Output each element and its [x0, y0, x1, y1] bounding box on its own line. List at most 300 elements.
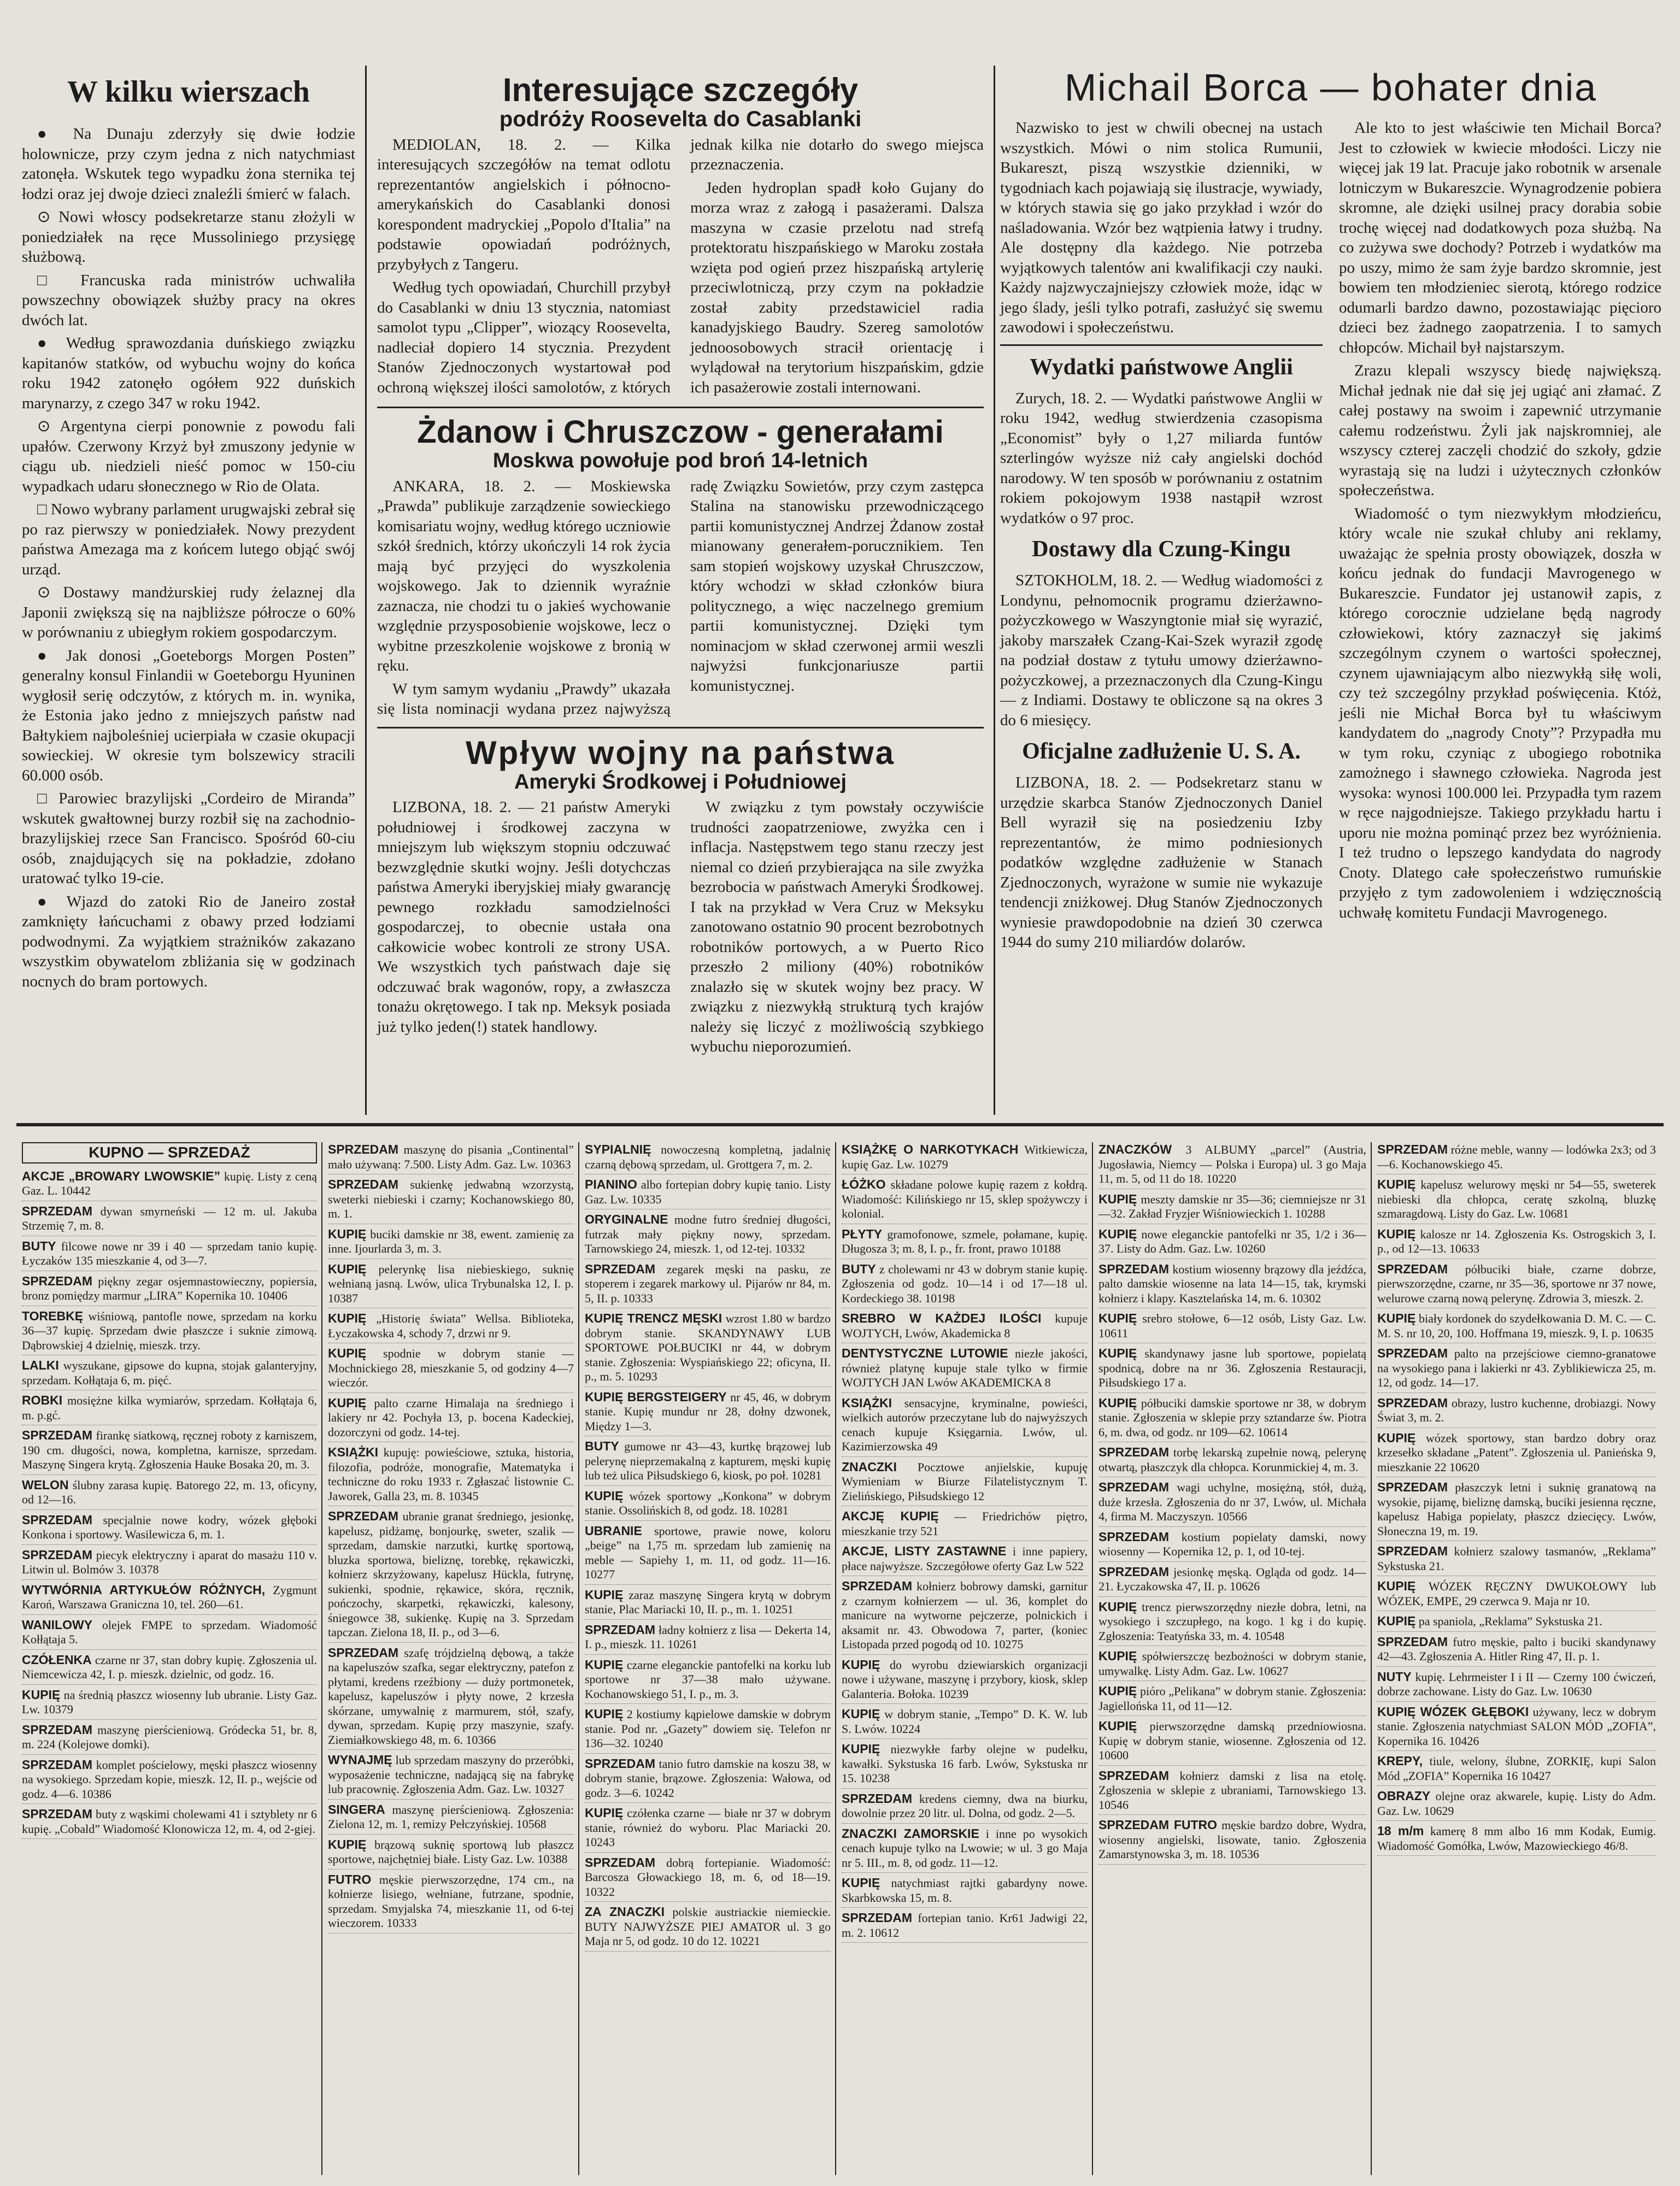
classified-ad — [1377, 1262, 1656, 1309]
ad-text: komplet pościelowy, męski płaszcz wiosenny na wysokiego. Sprzedam kopie, mieszk. 12, II. p., wejście od godz. 4—6. 10386 — [22, 1758, 317, 1801]
col-middle — [377, 71, 984, 1057]
classified-ad — [1099, 1719, 1366, 1766]
article-paragraph: ANKARA, 18. 2. — Moskiewska „Prawda” publikuje zarządzenie sowieckiego komisariatu wojny, według którego uczniowie szkół średnich, którzy ukończyli 14 rok życia mają być przyjęci do wyszkolenia wojskowego. Jak to dziennik wyraźnie zaznacza, nie chodzi tu o jakieś wychowanie względnie przysposobienie wojskowe, lecz o wybitne przeszkolenie wojskowe z bronią w ręku. — [377, 477, 671, 674]
ads-list — [1099, 1142, 1366, 1865]
classified-ad — [328, 1227, 574, 1259]
ads-col-6 — [1377, 1142, 1656, 2175]
ad-keyword: SPRZEDAM — [1377, 1142, 1448, 1156]
ad-keyword: ZA ZNACZKI — [585, 1905, 665, 1919]
zdanow-body — [377, 477, 984, 719]
ad-text: płaszczyk letni i suknię granatową na wysokie, pijamę, bieliznę damską, buciki jesienna ręczne, kapelusz Habiga popielaty, płaszcz dziecięcy. Lwów, Słoneczna 19, m. 19. — [1377, 1480, 1656, 1538]
ad-text: gramofonowe, szmele, połamane, kupię. Długosza 3; m. 8, I. p., fr. front, prawo 10188 — [842, 1227, 1088, 1255]
article-paragraph: MEDIOLAN, 18. 2. — Kilka interesujących szczegółów na temat odlotu reprezentantów angielskich i północno-amerykańskich do Casablanki donosi korespondent madryckiej „Popolo d'Italia” na podstawie opowiadań podróżnych, przybyłych z Tangeru. — [377, 136, 671, 273]
classified-ad — [1099, 1227, 1366, 1259]
ad-text: — Friedrichów piętro, mieszkanie trzy 521 — [842, 1509, 1088, 1538]
ad-keyword: SPRZEDAM — [1099, 1564, 1170, 1579]
classified-ad — [1099, 1649, 1366, 1681]
ad-keyword: KUPIĘ — [1377, 1226, 1416, 1241]
ad-text: wyszukane, gipsowe do kupna, stojak galanteryjny, sprzedam. Kołłątaja 6, m. pięć. — [22, 1359, 317, 1387]
column-rule — [994, 66, 995, 1115]
ads-list — [1377, 1142, 1656, 1856]
ad-text: maszynę pierścieniową. Gródecka 51, br. 8, m. 224 (Kolejowe domki). — [22, 1723, 317, 1751]
ad-text: różne meble, wanny — lodówka 2x3; od 3—6. Kochanowskiego 45. — [1377, 1143, 1656, 1171]
classified-ad — [585, 1439, 831, 1486]
ad-keyword: SPRZEDAM — [22, 1757, 93, 1772]
ad-text: gumowe nr 43—43, kurtkę brązowej lub pelerynę nieprzemakalną z kapturem, męski kupię lub też ulica Piłsudskiego 6, kiosk, po poł. 10281 — [585, 1439, 831, 1482]
ad-keyword: KUPIĘ — [328, 1346, 367, 1360]
ad-keyword: ZNACZKI ZAMORSKIE — [842, 1826, 979, 1841]
ad-text: natychmiast rajtki gabardyny nowe. Skarbkowska 15, m. 8. — [842, 1876, 1088, 1905]
ad-keyword: PIANINO — [585, 1177, 637, 1191]
ad-text: kupuje WOJTYCH, Lwów, Akademicka 8 — [842, 1312, 1088, 1340]
classified-ad — [585, 1588, 831, 1620]
zdanow-title: Żdanow i Chruszczow - generałami — [417, 414, 944, 450]
classified-ad — [22, 1723, 317, 1755]
ad-text: polskie austriackie niemieckie. BUTY NAJWYŻSZE PIEJ AMATOR ul. 3 go Maja nr 5, od godz. 10 do 12. 10221 — [585, 1905, 831, 1948]
ad-keyword: SYPIALNIĘ — [585, 1142, 651, 1156]
ad-keyword: SPRZEDAM — [1377, 1261, 1448, 1276]
classified-ad — [1377, 1670, 1656, 1702]
ad-text: czarne nr 37, stan dobry kupię. Zgłoszenia ul. Niemcewicza 42, I. p. mieszk. dzielnic, od godz. 16. — [22, 1653, 317, 1681]
classified-ad — [1099, 1565, 1366, 1597]
ad-text: niezłe jakości, również platynę kupuje stale tylko w firmie WOJTYCH JAN Lwów AKADEMICKA 8 — [842, 1347, 1088, 1389]
classified-ad — [842, 1544, 1088, 1576]
classified-ad — [1099, 1396, 1366, 1443]
ad-text: czółenka czarne — białe nr 37 w dobrym stanie, również do wyboru. Plac Mariacki 20. 10243 — [585, 1806, 831, 1849]
ad-text: niezwykłe farby olejne w pudełku, kawałki. Sykstuska 16 farb. Lwów, Sykstuska nr 15. 10238 — [842, 1742, 1088, 1785]
ad-keyword: KUPIĘ — [842, 1876, 880, 1890]
ad-keyword: SPRZEDAM — [1099, 1261, 1170, 1276]
ad-keyword: KUPIĘ — [1099, 1226, 1137, 1241]
ad-text: kupię. Lehrmeister I i II — Czerny 100 ćwiczeń, dobrze zachowane. Listy do Gaz. Lw. 10630 — [1377, 1670, 1656, 1698]
classified-ad — [842, 1826, 1088, 1873]
classified-ad — [585, 1756, 831, 1803]
classified-ad — [1377, 1544, 1656, 1576]
ad-text: olejne oraz akwarele, kupię. Listy do Adm. Gaz. Lw. 10629 — [1377, 1789, 1656, 1818]
article-paragraph: LIZBONA, 18. 2. — 21 państw Ameryki południowej i środkowej zaczyna w mniejszym lub większym stopniu odczuwać bezwzględnie skutki wojny. Jeśli dotychczas państwa Ameryki iberyjskiej miały gwarancję pewnego rozkładu samodzielności gospodarczej, to obecnie ustała ona całkowicie wobec kontroli ze strony USA. We wszystkich tych państwach daje się odczuwać brak wagonów, ropy, a zwłaszcza tonażu okrętowego. I tak np. Meksyk posiada już tylko jeden(!) statek handlowy. — [377, 798, 671, 1036]
short-news-item: ● Wjazd do zatoki Rio de Janeiro został zamknięty łańcuchami z obawy przed łodziami podwodnymi. Za wyjątkiem strażników zakazano wszystkim obywatelom zbliżania się w godzinach nocnych do bram portowych. — [22, 892, 355, 990]
ad-text: WÓZEK RĘCZNY DWUKOŁOWY lub WÓZEK, EMPE, 29 czerwca 9. Maja nr 10. — [1377, 1579, 1656, 1608]
ad-text: używany, lecz w dobrym stanie. Zgłoszenia natychmiast SALON MÓD „ZOFIA”, Kopernika 16. 10426 — [1377, 1705, 1656, 1748]
ad-keyword: SPRZEDAM — [22, 1547, 93, 1562]
ad-text: ubranie granat średniego, jesionkę, kapelusz, pidżamę, bonjourkę, sweter, szalik — sprzedam, damskie narzutki, kurtkę sportową, bluzka sportowa, bieliznę, torebkę, rękawiczki, kołnierz skrzyżowany, kapelusz Hückla, futrynę, sukienki, spodnie, rękawice, skóra, ręcznik, pończochy, skarpetki, rękawiczki, kalesony, śniegowce 38, sukienkę. Kupię na 3. Sprzedam tapczan. Zielona 18, II. p., od 3—6. — [328, 1509, 574, 1639]
classified-ad — [328, 1311, 574, 1343]
ad-keyword: SINGERA — [328, 1802, 385, 1817]
wydatki-title: Wydatki państwowe Anglii — [1030, 354, 1293, 380]
article-paragraph: Zurych, 18. 2. — Wydatki państwowe Anglii w roku 1942, według stwierdzenia czasopisma „Economist” były o 1,27 miliarda funtów szterlingów wyższe niż cały angielski dochód narodowy. W ten sposób w porównaniu z ostatnim rokiem pokojowym 1938 nastąpił wzrost wydatków o 97 proc. — [1000, 389, 1323, 527]
ad-text: piecyk elektryczny i aparat do masażu 110 v. Litwin ul. Bolmów 3. 10378 — [22, 1548, 317, 1576]
ad-text: firankę siatkową, ręcznej roboty z karniszem, 190 cm. długości, nowa, kompletna, karnisze, sprzedam. Maszynę Singera krytą. Zgłoszenia Hauke Bosaka 20, m. 3. — [22, 1429, 317, 1471]
ad-keyword: KREPY, — [1377, 1754, 1423, 1768]
classified-ad — [22, 1758, 317, 1805]
article-paragraph: W tym samym wydaniu „Prawdy” ukazała się lista nominacji wydana przez najwyższą radę Związku Sowietów, przy czym zastępca Stalina na stanowisku przewodniczącego partii komunistycznej Andrzej Żdanow został mianowany generałem-porucznikiem. Ten sam stopień wojskowy uzyskał Chruszczow, który wchodzi w skład członków biura politycznego, a więc naczelnego gremium partii komunistycznej. Dzięki tym nominacjom w skład czerwonej armii weszli najwyżsi funkcjonariusze partii komunistycznej. — [377, 477, 984, 718]
ad-keyword: SPRZEDAM — [1377, 1480, 1448, 1494]
column-rule — [1371, 1142, 1372, 2175]
classified-ad — [585, 1806, 831, 1853]
classified-ad — [1099, 1142, 1366, 1189]
short-news-item: ⊙ Dostawy mandżurskiej rudy żelaznej dla Japonii zwiększą się na najbliższe półrocze o 60% w porównaniu z ubiegłym rokiem gospodarczym. — [22, 584, 355, 641]
ad-keyword: TOREBKĘ — [22, 1308, 84, 1323]
ads-col-2 — [328, 1142, 574, 2175]
classified-ad — [1377, 1177, 1656, 1224]
ad-text: spółwierszczę bezbożności w dobrym stanie, umywalkę. Listy Adm. Gaz. Lw. 10627 — [1099, 1649, 1366, 1678]
column-rule — [835, 1142, 836, 2175]
classified-ad — [585, 1390, 831, 1437]
ad-keyword: WELON — [22, 1477, 69, 1492]
article-paragraph: LIZBONA, 18. 2. — Podsekretarz stanu w urzędzie skarbca Stanów Zjednoczonych Daniel Bell wyraził się na posiedzeniu Izby reprezentantów, że mimo podniesionych podatków względne zadłużenie w Stanach Zjednoczonych, wyrażone w sumie nie wykazuje tendencji zniżkowej. Dług Stanów Zjednoczonych wyniesie prawdopodobnie na dzień 30 czerwca 1944 do sumy 210 miliardów dolarów. — [1000, 774, 1323, 951]
ad-keyword: SPRZEDAM — [1377, 1346, 1448, 1360]
classified-ad — [328, 1802, 574, 1835]
ad-keyword: ROBKI — [22, 1393, 63, 1407]
classified-ad — [1377, 1311, 1656, 1343]
ad-keyword: KUPIĘ — [842, 1657, 880, 1672]
ad-text: kapelusz welurowy męski nr 54—55, sweterek niebieski dla chłopca, ceratę szkolną, bluzkę szmaragdową. Listy do Gaz. Lw. 10681 — [1377, 1178, 1656, 1220]
ad-keyword: BUTY — [22, 1238, 56, 1253]
ad-keyword: KUPIĘ — [328, 1261, 367, 1276]
classified-ad — [1377, 1227, 1656, 1259]
classified-ad — [1099, 1600, 1366, 1647]
ad-text: i inne po wysokich cenach kupuje tylko na Lwowie; w ul. 3 go Maja nr 5. III., m. 8, od godz. 11—12. — [842, 1826, 1088, 1870]
ads-col-1 — [22, 1142, 317, 2175]
classified-ad — [585, 1142, 831, 1174]
column-rule — [365, 66, 367, 1115]
classified-ad — [22, 1688, 317, 1720]
classified-ad — [22, 1478, 317, 1510]
ad-keyword: SPRZEDAM FUTRO — [1099, 1818, 1218, 1832]
article-paragraph: Ale kto to jest właściwie ten Michail Borca? Jest to człowiek w kwiecie młodości. Liczy nie więcej jak 19 lat. Pracuje jako robotnik w arsenale lotniczym w Bukareszcie. Wynagrodzenie pobiera skromne, ale dzięki usilnej pracy dorabia sobie trochę więcej nad dodatkowych poza służbą. Na co zużywa swe dochody? Potrzeb i wydatków ma po uszy, mimo że sam żyje bardzo skromnie, jest bowiem ten młodzieniec sierotą, którego rodzice odumarli bardzo dawno, pozostawiając pięcioro dzieci bez żadnego zaopatrzenia. I to samych chłopców. Michail był najstarszym. — [1339, 119, 1661, 356]
ad-text: kalosze nr 14. Zgłoszenia Ks. Ostrogskich 3, I. p., od 12—13. 10633 — [1377, 1227, 1656, 1255]
ad-text: pióro „Pelikana” w dobrym stanie. Zgłoszenia: Jagiellońska 11, od 11—12. — [1099, 1684, 1366, 1713]
ad-text: półbuciki damskie sportowe nr 38, w dobrym stanie. Zgłoszenia w sklepie przy sztandarze św. Piotra 6, m. dwa, od godz. nr 109—62. 10614 — [1099, 1396, 1366, 1439]
ad-keyword: SPRZEDAM — [585, 1261, 656, 1276]
classified-ad — [328, 1753, 574, 1800]
classified-ad — [328, 1262, 574, 1309]
ad-keyword: 18 m/m — [1377, 1824, 1424, 1838]
classified-ad — [1099, 1530, 1366, 1562]
col-right — [1000, 66, 1661, 956]
classified-ad — [585, 1905, 831, 1952]
article-paragraph: Zrazu klepali wszyscy biedę największą. Michał jednak nie dał się jej ugiąć ani złamać. Z całej postawy na swoim i zapewnić utrzymanie całemu rodzeństwu. Żyli jak najskromniej, ale wszyscy czterej zaczęli chodzić do szkoły, gdzie wyrastają się na ludzi i użytecznych członków społeczeństwa. — [1339, 362, 1661, 499]
short-news-item: ● Według sprawozdania duńskiego związku kapitanów statków, od wybuchu wojny do końca roku 1942 zatonęło ogółem 922 duńskich marynarzy, z czego 347 w roku 1942. — [22, 334, 355, 412]
classified-ad — [22, 1358, 317, 1390]
ad-keyword: SPRZEDAM — [842, 1579, 913, 1593]
classified-ad — [328, 1396, 574, 1443]
ad-keyword: SPRZEDAM — [585, 1756, 656, 1771]
ad-text: ślubny zarasa kupię. Batorego 22, m. 13, oficyny, od 12—16. — [22, 1478, 317, 1506]
ad-keyword: KUPIĘ — [585, 1657, 624, 1672]
ad-text: kupię. Listy z ceną Gaz. L. 10442 — [22, 1169, 317, 1197]
classified-ad — [842, 1142, 1088, 1174]
ad-text: wiśniową, pantofle nowe, sprzedam na korku 36—37 kupię. Sprzedam dwie płaszcze i suknie zimową. Dąbrowskiej 4 dzielnię, mieszk. trzy. — [22, 1309, 317, 1352]
classified-ad — [328, 1837, 574, 1870]
ad-keyword: FUTRO — [328, 1872, 372, 1887]
classified-ad — [842, 1460, 1088, 1507]
ad-text: palto czarne Himalaja na średniego i lakiery nr 42. Pochyła 13, p. bocena Kadeckiej, dozorczyni od godz. 14-tej. — [328, 1396, 574, 1439]
ad-text: sensacyjne, kryminalne, powieści, wielkich autorów przeczytane lub do najwyższych cenach kupuje Księgarnia. Lwów, ul. Kazimierzowska 49 — [842, 1396, 1088, 1453]
ad-keyword: KUPIĘ — [1099, 1395, 1137, 1410]
ad-keyword: ZNACZKÓW — [1099, 1142, 1172, 1156]
ads-header: KUPNO — SPRZEDAŻ — [22, 1142, 317, 1163]
ad-text: na średnią płaszcz wiosenny lub ubranie. Listy Gaz. Lw. 10379 — [22, 1688, 317, 1716]
ad-text: zaraz maszynę Singera krytą w dobrym stanie, Plac Mariacki 10, II. p., m. 1. 10251 — [585, 1588, 831, 1616]
classified-ad — [842, 1396, 1088, 1457]
ad-keyword: SPRZEDAM — [328, 1509, 399, 1523]
ad-keyword: KUPIĘ — [1099, 1719, 1137, 1733]
ad-keyword: KUPIĘ — [585, 1488, 624, 1503]
ad-text: 3 ALBUMY „parcel” (Austria, Jugosławia, Niemcy — Polska i Europa) ul. 3 go Maja 11, m. 5, od 11 do 18. 10220 — [1099, 1143, 1366, 1185]
ad-text: szafę trójdzielną dębową, a także na kapeluszów szafka, segar elektryczny, patefon z płytami, kredens rzeźbiony — duży portmonetek, kapelusz, kapeluszów i płyty nowe, 2 krzesła skórzane, umywalnię z marmurem, stół, szafy, dywan, sprzedam. Kupię przy maszynie, szafy. Ziemiałkowskiego 48, m. 6. 10366 — [328, 1646, 574, 1747]
ad-text: wzrost 1.80 w bardzo dobrym stanie. SKANDYNAWY LUB SPORTOWE POŁBUCIKI nr 44, w dobrym stanie. Zgłoszenia: Wyspiańskiego 22; oficyna, II. p., m. 5. 10293 — [585, 1312, 831, 1383]
classified-ad — [22, 1169, 317, 1201]
ad-keyword: KUPIĘ — [1099, 1191, 1137, 1206]
ad-text: męskie bardzo dobre, Wydra, wiosenny angielski, lisowate, tanio. Zgłoszenia Zamarstynowska 3, m. 18. 10536 — [1099, 1818, 1366, 1861]
ad-text: dobrą fortepianie. Wiadomość: Barcosza Głowackiego 18, m. 6, od 18—19. 10322 — [585, 1855, 831, 1899]
ad-keyword: SPRZEDAM — [22, 1512, 93, 1527]
ad-keyword: SPRZEDAM — [1377, 1544, 1448, 1558]
borca-right — [1339, 118, 1661, 956]
ad-keyword: SPRZEDAM — [585, 1622, 656, 1637]
section-rule — [16, 1123, 1664, 1126]
ad-text: wagi uchylne, mosiężną, stół, dużą, duże krzesła. Zgłoszenia do nr 37, Lwów, ul. Michała 4, firma M. Maczyszyn. 10566 — [1099, 1480, 1366, 1523]
classified-ad — [842, 1707, 1088, 1739]
ad-keyword: AKCJE „BROWARY LWOWSKIE” — [22, 1168, 221, 1183]
ad-text: spodnie w dobrym stanie — Mochnickiego 28, mieszkanie 5, od godziny 4—7 wieczór. — [328, 1347, 574, 1389]
ad-text: trencz pierwszorzędny niezłe dobra, letni, na wysokiego i szczupłego, na kogo. 1 kg i do kupię. Zgłoszenia: Teatyńska 33, m. 4. 10548 — [1099, 1600, 1366, 1643]
ad-keyword: KUPIĘ — [842, 1707, 880, 1721]
ad-keyword: SPRZEDAM — [22, 1807, 93, 1821]
ad-text: obrazy, lustro kuchenne, drobiazgi. Nowy Świat 3, m. 2. — [1377, 1396, 1656, 1424]
classified-ad — [585, 1311, 831, 1387]
ad-keyword: KUPIĘ — [1099, 1346, 1137, 1360]
classified-ad — [585, 1177, 831, 1209]
short-news-item: ⊙ Argentyna cierpi ponownie z powodu fali upałów. Czerwony Krzyż był zmuszony jedynie w ciągu ub. niedzieli nieść pomoc w 150-ciu wypadkach udaru słonecznego w Rio de Olata. — [22, 418, 355, 495]
ad-text: do wyrobu dziewiarskich organizacji nowe i używane, maszynę i przybory, kiosk, sklep Galanteria. Bołoka. 10239 — [842, 1658, 1088, 1701]
ad-text: kamerę 8 mm albo 16 mm Kodak, Eumig. Wiadomość Gomółka, Lwów, Mazowieckiego 46/8. — [1377, 1824, 1656, 1853]
ad-keyword: KUPIĘ — [1099, 1649, 1137, 1663]
zdanow-subtitle: Moskwa powołuje pod broń 14-letnich — [492, 449, 868, 472]
ad-text: czarne eleganckie pantofelki na korku lub sportowe nr 37—38 mało używane. Kochanowskiego 51, I. p., m. 3. — [585, 1658, 831, 1701]
ad-text: jesionkę męską. Ogląda od godz. 14—21. Łyczakowska 47, II. p. 10626 — [1099, 1565, 1366, 1593]
ad-keyword: SPRZEDAM — [1377, 1395, 1448, 1410]
ad-keyword: SPRZEDAM — [1377, 1634, 1448, 1649]
ad-text: filcowe nowe nr 39 i 40 — sprzedam tanio kupię. Łyczaków 135 mieszkanie 4, od 3—7. — [22, 1239, 317, 1267]
classified-ad — [1377, 1705, 1656, 1752]
borca-title: Michail Borca — bohater dnia — [1064, 66, 1597, 109]
ad-text: palto na przejściowe ciemno-granatowe na wysokiego pana i lakierki nr 43. Zyblikiewicza 25, m. 12, od godz. 14—17. — [1377, 1347, 1656, 1389]
ad-keyword: SPRZEDAM — [22, 1203, 93, 1218]
ad-text: buciki damskie nr 38, ewent. zamienię za inne. Ijourlarda 3, m. 3. — [328, 1227, 574, 1255]
ad-text: półbuciki białe, czarne dobrze, pierwszorzędne, czarne, nr 35—36, sportowe nr 37 nowe, welurowe czarną nową pelerynę. Zdrowia 3, mieszk. 2. — [1377, 1262, 1656, 1305]
short-news-item: □ Francuska rada ministrów uchwaliła powszechny obowiązek służby pracy na okres dwóch lat. — [22, 271, 355, 329]
ads-col-4 — [842, 1142, 1088, 2175]
ad-text: „Historię świata” Wellsa. Biblioteka, Łyczakowska 4, schody 7, drzwi nr 9. — [328, 1312, 574, 1340]
short-news-item: ● Jak donosi „Goeteborgs Morgen Posten” generalny konsul Finlandii w Goeteborgu Hyuninen wygłosił serię odczytów, z których m. in. wynika, że Estonia jako jedno z mniejszych państw nad Bałtykiem najboleśniej ucierpiała w czasie okupacji sowieckiej. W okresie tym bolszewicy stracili 60.000 osób. — [22, 647, 355, 784]
article-rule — [377, 407, 984, 408]
ad-keyword: AKCJE, LISTY ZASTAWNE — [842, 1544, 1007, 1558]
classified-ad — [22, 1807, 317, 1839]
classified-ad — [1099, 1818, 1366, 1865]
classified-ad — [22, 1428, 317, 1475]
ad-keyword: SPRZEDAM — [1099, 1480, 1170, 1494]
ad-keyword: KUPIĘ — [585, 1806, 624, 1820]
classified-ad — [585, 1855, 831, 1902]
ad-keyword: KUPIĘ — [585, 1587, 624, 1602]
ad-text: piękny zegar osjemnastowieczny, popiersia, bronz pomiędzy marmur „LIRA” Kopernika 10. 10406 — [22, 1274, 317, 1302]
ad-keyword: KUPIĘ — [328, 1311, 367, 1325]
ad-text: buty z wąskimi cholewami 41 i sztyblety nr 6 kupię. „Cobald” Wiadomość Klonowicza 12, m. 4, od 2-giej. — [22, 1807, 317, 1836]
classified-ad — [22, 1513, 317, 1545]
article-paragraph: Nazwisko to jest w chwili obecnej na ustach wszystkich. Mówi o nim stolica Rumunii, Bukareszt, piszą wszystkie dzienniki, w tygodniach kach pojawiają się ilustracje, wywiady, w których stawia się go jako przykład i wzór do naśladowania. Wzór bez wątpienia łatwy i trudny. Ale dostępny dla każdego. Nie potrzeba wyjątkowych talentów ani kwalifikacji czy nauki. Każdy najzwyczajniejszy człowiek może, idąc w jego ślady, jeśli tylko potrafi, zasłużyć się swemu zawodowi i społeczeństwu. — [1000, 119, 1323, 336]
ad-keyword: KUPIĘ WÓZEK GŁĘBOKI — [1377, 1704, 1529, 1719]
ad-text: kołnierz szalowy tasmanów, „Reklama” Sykstuska 21. — [1377, 1544, 1656, 1573]
classified-ad — [842, 1262, 1088, 1309]
classified-ad — [1099, 1346, 1366, 1393]
ads-col-3 — [585, 1142, 831, 2175]
ad-text: Witkiewicza, kupię Gaz. Lw. 10279 — [842, 1143, 1088, 1171]
ad-text: męskie pierwszorzędne, 174 cm., na kołnierze lisiego, wełniane, futrzane, spodnie, sprzedam. Smyjalska 74, mieszkanie 11, od 6-tej wieczorem. 10333 — [328, 1872, 574, 1930]
ad-text: nowoczesną kompletną, jadalnię czarną dębową sprzedam, ul. Grottgera 7, m. 2. — [585, 1143, 831, 1171]
ads-list — [22, 1169, 317, 1840]
ad-text: zegarek męski na pasku, ze stoperem i zegarek markowy ul. Pijarów nr 84, m. 5, II. p. 10333 — [585, 1262, 831, 1305]
ad-keyword: SPRZEDAM — [842, 1911, 913, 1925]
short-news-item: ● Na Dunaju zderzyły się dwie łodzie holownicze, przy czym jedna z nich natychmiast zatonęła. Wskutek tego wypadku żona sternika tej łodzi oraz jej dwoje dzieci znaleźli śmierć w falach. — [22, 125, 355, 203]
classified-ad — [585, 1262, 831, 1309]
ad-keyword: SREBRO W KAŻDEJ ILOŚCI — [842, 1311, 1042, 1325]
ad-keyword: DENTYSTYCZNE LUTOWIE — [842, 1346, 1008, 1360]
wplyw-title: Wpływ wojny na państwa — [465, 734, 896, 771]
ad-keyword: BUTY — [585, 1439, 619, 1453]
classified-ad — [22, 1393, 317, 1425]
ad-keyword: SPRZEDAM — [1099, 1768, 1170, 1783]
classified-ad — [328, 1346, 574, 1393]
classified-ad — [1099, 1768, 1366, 1815]
classified-ad — [585, 1658, 831, 1705]
ad-text: specjalnie nowe kodry, wózek głęboki Konkona i sportowy. Wasilewicza 6, m. 1. — [22, 1513, 317, 1541]
classified-ad — [585, 1524, 831, 1585]
ad-text: Pocztowe anjielskie, kupuję Wymieniam w Biurze Filatelistycznym T. Zielińskiego, Piłsudskiego 12 — [842, 1460, 1088, 1503]
ad-text: ładny kołnierz z lisa — Dekerta 14, I. p., mieszk. 11. 10261 — [585, 1623, 831, 1651]
zadluzenie-title: Oficjalne zadłużenie U. S. A. — [1022, 739, 1301, 764]
casablanca-title: Interesujące szczegóły — [502, 72, 859, 108]
ad-keyword: UBRANIE — [585, 1523, 642, 1538]
ad-keyword: KUPIĘ — [1099, 1311, 1137, 1325]
ad-keyword: KUPIĘ — [22, 1687, 61, 1702]
ad-keyword: SPRZEDAM — [22, 1428, 93, 1442]
ad-keyword: NUTY — [1377, 1669, 1412, 1684]
ad-text: albo fortepian dobry kupię tanio. Listy Gaz. Lw. 10335 — [585, 1178, 831, 1206]
ad-keyword: KUPIĘ — [328, 1837, 367, 1852]
ad-keyword: ZNACZKI — [842, 1459, 897, 1474]
ad-text: Zygmunt Karoń, Warszawa Graniczna 10, tel. 260—61. — [22, 1583, 317, 1611]
ad-keyword: SPRZEDAM — [1099, 1529, 1170, 1544]
ad-keyword: KUPIĘ — [328, 1226, 367, 1241]
column-rule — [578, 1142, 579, 2175]
dostawy-title: Dostawy dla Czung-Kingu — [1032, 537, 1291, 562]
classified-ad — [328, 1646, 574, 1750]
ads-list — [328, 1142, 574, 1934]
article-paragraph: Jeden hydroplan spadł koło Gujany do morza wraz z załogą i pasażerami. Dalsza maszyna w czasie przelotu nad strefą protektoratu hiszpańskiego w Maroku została wzięta pod ogień przez hiszpańską artylerię przeciwlotniczą, przy czym na pokładzie został zabity przedstawiciel radia kanadyjskiego Baudry. Szereg samolotów jednoosobowych stracił orientację i wylądował na terytorium hiszpańskim, gdzie ich pasażerowie zostali internowani. — [690, 179, 984, 396]
ad-text: kołnierz damski z lisa na etolę. Zgłoszenia w sklepie z ubraniami, Tarnowskiego 13. 10546 — [1099, 1768, 1366, 1812]
ad-text: fortepian tanio. Kr61 Jadwigi 22, m. 2. 10612 — [842, 1911, 1088, 1940]
classified-ad — [842, 1742, 1088, 1789]
ad-text: kołnierz bobrowy damski, garnitur z czarnym kołnierzem — ul. 36, komplet do manicure na wytworne pejczerze, polnickich i aksamit nr. 43. Obwodowa 7, parter, (koniec Listopada przed pogodą od 10. 10275 — [842, 1579, 1088, 1651]
classified-ad — [585, 1489, 831, 1521]
casablanca-subtitle: podróży Roosevelta do Casablanki — [499, 107, 862, 131]
ad-keyword: WYNAJMĘ — [328, 1753, 392, 1767]
classified-ad — [842, 1791, 1088, 1824]
ad-keyword: KSIĄŻKĘ O NARKOTYKACH — [842, 1142, 1019, 1156]
wplyw-body — [377, 797, 984, 1057]
ad-text: sportowe, prawie nowe, koloru „beige” na 1,75 m. sprzedam lub zamienię na meble — Sapiehy 1, m. 11, od godz. 11—16. 10277 — [585, 1524, 831, 1581]
ad-keyword: AKCJĘ KUPIĘ — [842, 1509, 939, 1523]
ad-keyword: ORYGINALNE — [585, 1212, 668, 1226]
ad-keyword: SPRZEDAM — [842, 1791, 913, 1806]
ad-keyword: SPRZEDAM — [328, 1142, 399, 1156]
borca-layout — [1000, 118, 1661, 956]
article-paragraph: Wiadomość o tym niezwykłym młodzieńcu, który wcale nie szukał chluby ani reklamy, uważając że spełnia prosty obowiązek, doszła w końcu jednak do fundacji Mavrogenego w Bukareszcie. Fundator jej ustanowił zapis, z którego corocznie udzielane będą nagrody człowiekowi, który zaznaczył się jakimś szczególnym czynem o wartości społecznej, czynem ujawniającym albo niezwykłą siłę woli, czy też szczególny przykład poświęcenia. Któż, jeśli nie Michał Borca był tu właściwym kandydatem do „nagrody Cnoty”? Przypadła mu w tym roku, czyniąc z ubogiego robotnika zamożnego i sławnego człowieka. Nagroda jest wysoka: wynosi 100.000 lei. Przypadła tym razem w ręce najgodniejsze. Takiego przykładu hartu i uporu nie można pominąć przez bez wyróżnienia. I też trudno o lepszego kandydata do nagrody Cnoty. Dlatego całe społeczeństwo rumuńskie przyjęło z tym zadowoleniem i wdzięcznością uchwałę komitetu Fundacji Mavrogenego. — [1339, 504, 1661, 921]
ad-text: wózek sportowy „Konkona” w dobrym stanie. Ossolińskich 8, od godz. 18. 10281 — [585, 1489, 831, 1517]
ad-keyword: CZÓŁENKA — [22, 1652, 92, 1667]
ad-keyword: KUPIĘ — [1377, 1177, 1416, 1191]
ad-text: srebro stołowe, 6—12 osób, Listy Gaz. Lw. 10611 — [1099, 1312, 1366, 1340]
classified-ad — [22, 1618, 317, 1650]
ad-keyword: KUPIĘ — [1377, 1579, 1416, 1593]
borca-left — [1000, 118, 1323, 956]
short-news-list — [22, 124, 355, 991]
ad-text: skandynawy jasne lub sportowe, popielatą spodnicą, dobre na nr 36. Zgłoszenia Restauracji, Piłsudskiego 17 a. — [1099, 1347, 1366, 1389]
ad-keyword: PŁYTY — [842, 1226, 883, 1241]
classified-ad — [328, 1177, 574, 1224]
classified-ad — [328, 1509, 574, 1643]
ad-keyword: KUPIĘ — [328, 1395, 367, 1410]
classified-ad — [1099, 1445, 1366, 1477]
classified-ad — [22, 1583, 317, 1615]
ad-text: biały kordonek do szydełkowania D. M. C. — C. M. S. nr 10, 20, 100. Hoffmana 19, mieszk. 9, I. p. 10635 — [1377, 1312, 1656, 1340]
classified-ad — [1377, 1346, 1656, 1393]
ad-text: składane polowe kupię razem z kołdrą. Wiadomość: Kilińskiego nr 15, sklep spożywczy i kolonial. — [842, 1178, 1088, 1220]
classified-ad — [585, 1623, 831, 1655]
short-news-item: ⊙ Nowi włoscy podsekretarze stanu złożyli w poniedziałek na ręce Mussoliniego przysięgę służbową. — [22, 208, 355, 266]
ad-text: wózek sportowy, stan bardzo dobry oraz krzesełko składane „Patent”. Zgłoszenia ul. Panieńska 9, mieszkanie 22 10620 — [1377, 1431, 1656, 1474]
wplyw-subtitle: Ameryki Środkowej i Południowej — [514, 770, 847, 794]
ad-text: maszynę pierścieniową. Zgłoszenia: Zielona 12, m. 1, remizy Pełczyńskiej. 10568 — [328, 1802, 574, 1831]
classified-ad — [842, 1876, 1088, 1908]
ad-keyword: BUTY — [842, 1261, 876, 1276]
ad-text: sukienkę jedwabną wzorzystą, sweterki niebieski i czarny; Kochanowskiego 80, m. 1. — [328, 1178, 574, 1220]
ad-keyword: WYTWÓRNIA ARTYKUŁÓW RÓŻNYCH, — [22, 1582, 266, 1597]
ad-keyword: ŁÓŻKO — [842, 1177, 886, 1191]
classified-ad — [22, 1548, 317, 1580]
article-paragraph: Według tych opowiadań, Churchill przybył do Casablanki w dniu 13 stycznia, natomiast samolot typu „Clipper”, wiozący Roosevelta, nadleciał dopiero 14 stycznia. Prezydent Stanów Zjednoczonych wystartował pod ochroną większej ilości samolotów, z których jednak kilka nie dotarło do swego miejsca przeznaczenia. — [377, 136, 984, 396]
ad-text: z cholewami nr 43 w dobrym stanie kupię. Zgłoszenia od godz. 10—14 i od 17—18 ul. Kordeckiego 38. 10198 — [842, 1262, 1088, 1305]
ad-text: tiule, welony, ślubne, ZORKIĘ, kupi Salon Mód „ZOFIA” Kopernika 16 10427 — [1377, 1754, 1656, 1783]
ad-text: tanio futro damskie na koszu 38, w dobrym stanie, brązowe. Zgłoszenia: Wałowa, od godz. 3—6. 10242 — [585, 1756, 831, 1800]
classified-ad — [842, 1658, 1088, 1705]
ad-keyword: KUPIĘ — [842, 1742, 880, 1756]
ad-text: modne futro średniej długości, futrzak mały piękny nowy, sprzedam. Tarnowskiego 24, mieszk. 1, od 12-tej. 10332 — [585, 1213, 831, 1255]
ad-text: nowe eleganckie pantofelki nr 35, 1/2 i 36—37. Listy do Adm. Gaz. Lw. 10260 — [1099, 1227, 1366, 1255]
ad-keyword: KUPIĘ — [1377, 1614, 1416, 1628]
ad-keyword: SPRZEDAM — [22, 1273, 93, 1288]
classified-ad — [22, 1239, 317, 1271]
classified-ad — [1099, 1480, 1366, 1527]
ad-keyword: KSIĄŻKI — [842, 1395, 892, 1410]
column-rule — [1092, 1142, 1093, 2175]
classified-ad — [1099, 1262, 1366, 1309]
ad-text: torbę lekarską zupełnie nową, pelerynę otwartą, płaszczyk dla chłopca. Korunmickiej 4, m. 3. — [1099, 1445, 1366, 1474]
ad-text: kostium popielaty damski, nowy wiosenny — Kopernika 12, p. 1, od 10-tej. — [1099, 1530, 1366, 1558]
classified-ad — [842, 1509, 1088, 1541]
